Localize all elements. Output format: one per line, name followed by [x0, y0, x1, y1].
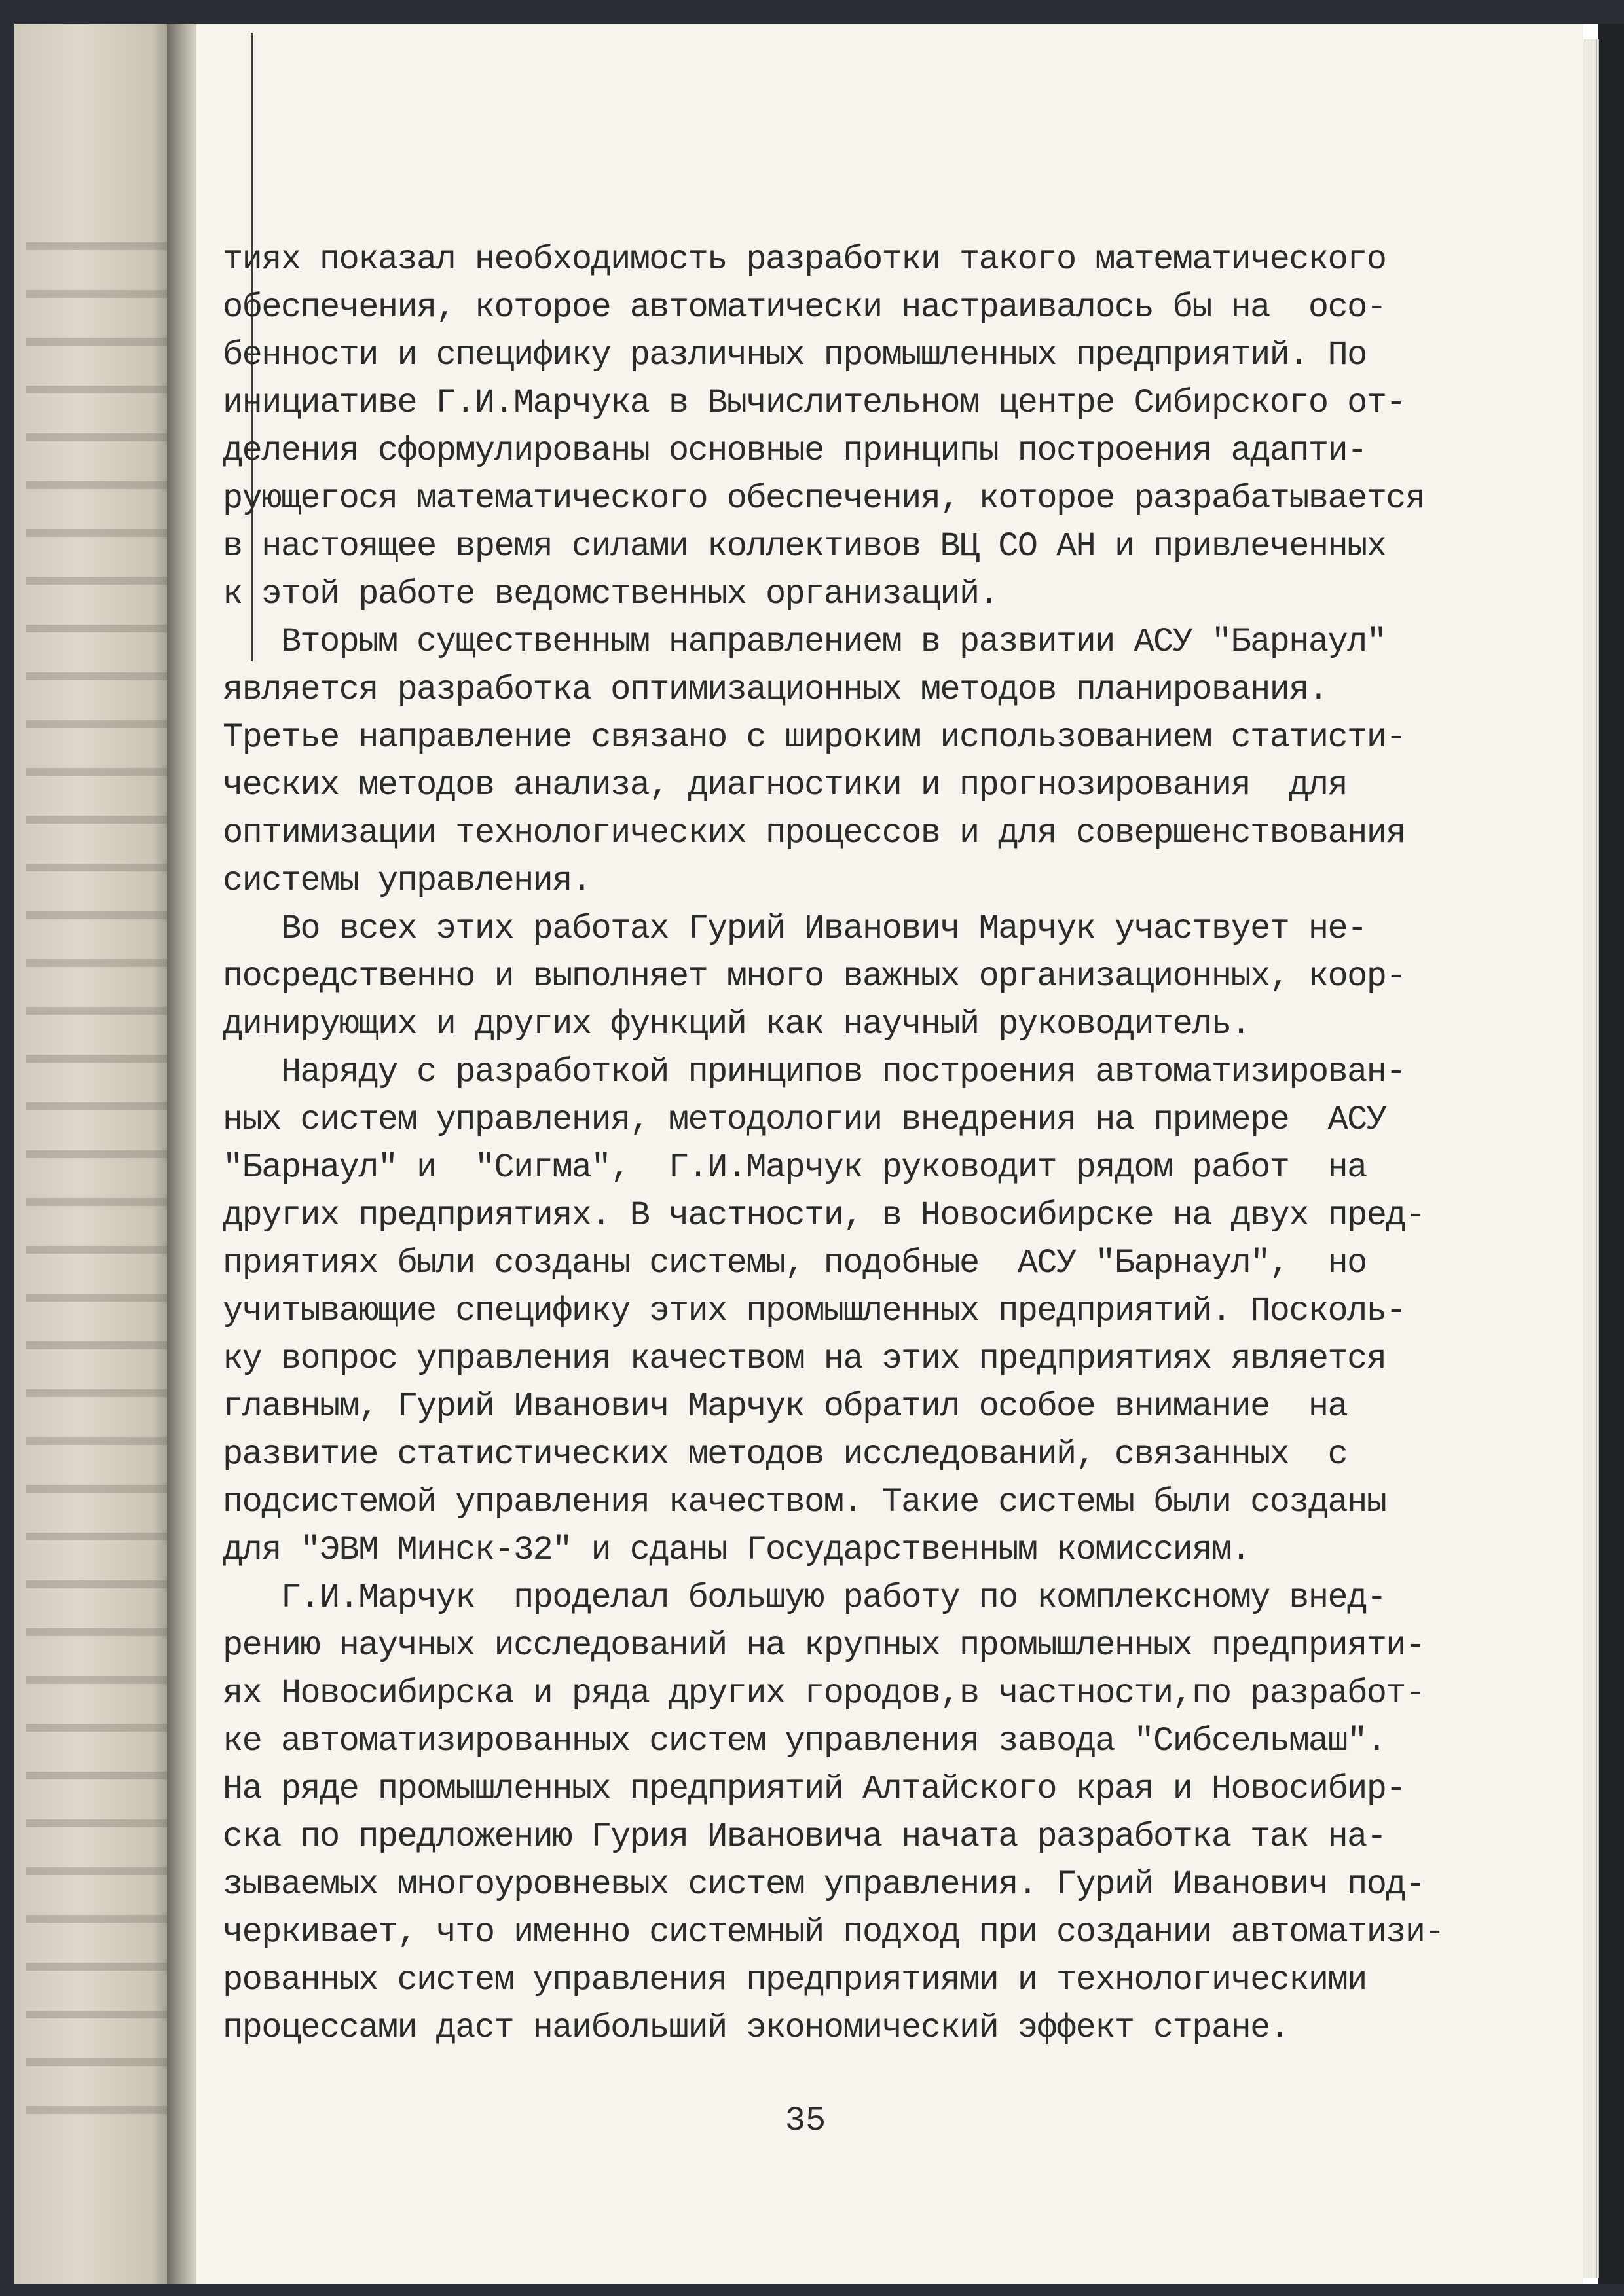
text-line: подсистемой управления качеством. Такие системы были созданы [223, 1483, 1386, 1522]
text-line: Наряду с разработкой принципов построения автоматизирован- [223, 1053, 1405, 1091]
book-cover-edge [1598, 24, 1624, 2284]
text-line: тиях показал необходимость разработки такого математического [223, 240, 1386, 279]
text-line: Третье направление связано с широким использованием статисти- [223, 718, 1405, 757]
text-line: На ряде промышленных предприятий Алтайского края и Новосибир- [223, 1770, 1405, 1808]
scanner-border-bottom [0, 2284, 1624, 2296]
text-line: ку вопрос управления качеством на этих предприятиях является [223, 1339, 1386, 1378]
text-line: черкивает, что именно системный подход при создании автоматизи- [223, 1913, 1445, 1952]
previous-page-ghost-text [26, 216, 170, 2115]
text-line: для "ЭВМ Минск-32" и сданы Государственным комиссиям. [223, 1531, 1251, 1569]
body-text [223, 236, 1467, 2052]
text-line: ных систем управления, методологии внедрения на примере АСУ [223, 1101, 1386, 1139]
text-line: ска по предложению Гурия Ивановича начата разработка так на- [223, 1817, 1386, 1856]
text-line: Вторым существенным направлением в развитии АСУ "Барнаул" [223, 623, 1386, 661]
text-line: рующегося математического обеспечения, которое разрабатывается [223, 479, 1425, 518]
text-line: является разработка оптимизационных методов планирования. [223, 670, 1328, 709]
text-line: ческих методов анализа, диагностики и прогнозирования для [223, 766, 1348, 805]
text-line: рению научных исследований на крупных промышленных предприяти- [223, 1626, 1425, 1665]
text-line: "Барнаул" и "Сигма", Г.И.Марчук руководит рядом работ на [223, 1148, 1367, 1187]
text-line: в настоящее время силами коллективов ВЦ СО АН и привлеченных [223, 527, 1386, 566]
text-line: деления сформулированы основные принципы построения адапти- [223, 431, 1367, 470]
text-line: бенности и специфику различных промышленных предприятий. По [223, 336, 1367, 374]
text-line: обеспечения, которое автоматически настраивалось бы на осо- [223, 288, 1386, 327]
text-line: динирующих и других функций как научный руководитель. [223, 1005, 1251, 1044]
page-stack-edge [1583, 39, 1599, 2278]
text-line: развитие статистических методов исследований, связанных с [223, 1435, 1348, 1474]
text-line: главным, Гурий Иванович Марчук обратил особое внимание на [223, 1387, 1348, 1426]
text-line: процессами даст наибольший экономический эффект стране. [223, 2009, 1289, 2047]
text-line: зываемых многоуровневых систем управления. Гурий Иванович под- [223, 1865, 1425, 1904]
text-line: ях Новосибирска и ряда других городов,в частности,по разработ- [223, 1674, 1425, 1713]
text-line: посредственно и выполняет много важных организационных, коор- [223, 957, 1405, 996]
text-line: инициативе Г.И.Марчука в Вычислительном центре Сибирского от- [223, 384, 1405, 422]
text-line: системы управления. [223, 862, 591, 900]
scanner-border-left [0, 0, 14, 2296]
text-line: учитывающие специфику этих промышленных предприятий. Посколь- [223, 1292, 1405, 1330]
page-number: 35 [784, 2102, 826, 2140]
text-line: приятиях были созданы системы, подобные АСУ "Барнаул", но [223, 1244, 1367, 1283]
scanner-border-top [0, 0, 1624, 24]
text-line: ке автоматизированных систем управления завода "Сибсельмаш". [223, 1722, 1386, 1760]
text-line: Во всех этих работах Гурий Иванович Марчук участвует не- [223, 909, 1367, 948]
text-line: оптимизации технологических процессов и для совершенствования [223, 814, 1405, 852]
text-line: других предприятиях. В частности, в Новосибирске на двух пред- [223, 1196, 1425, 1235]
text-line: рованных систем управления предприятиями и технологическими [223, 1961, 1367, 1999]
text-line: Г.И.Марчук проделал большую работу по комплексному внед- [223, 1578, 1386, 1617]
text-line: к этой работе ведомственных организаций. [223, 575, 999, 613]
